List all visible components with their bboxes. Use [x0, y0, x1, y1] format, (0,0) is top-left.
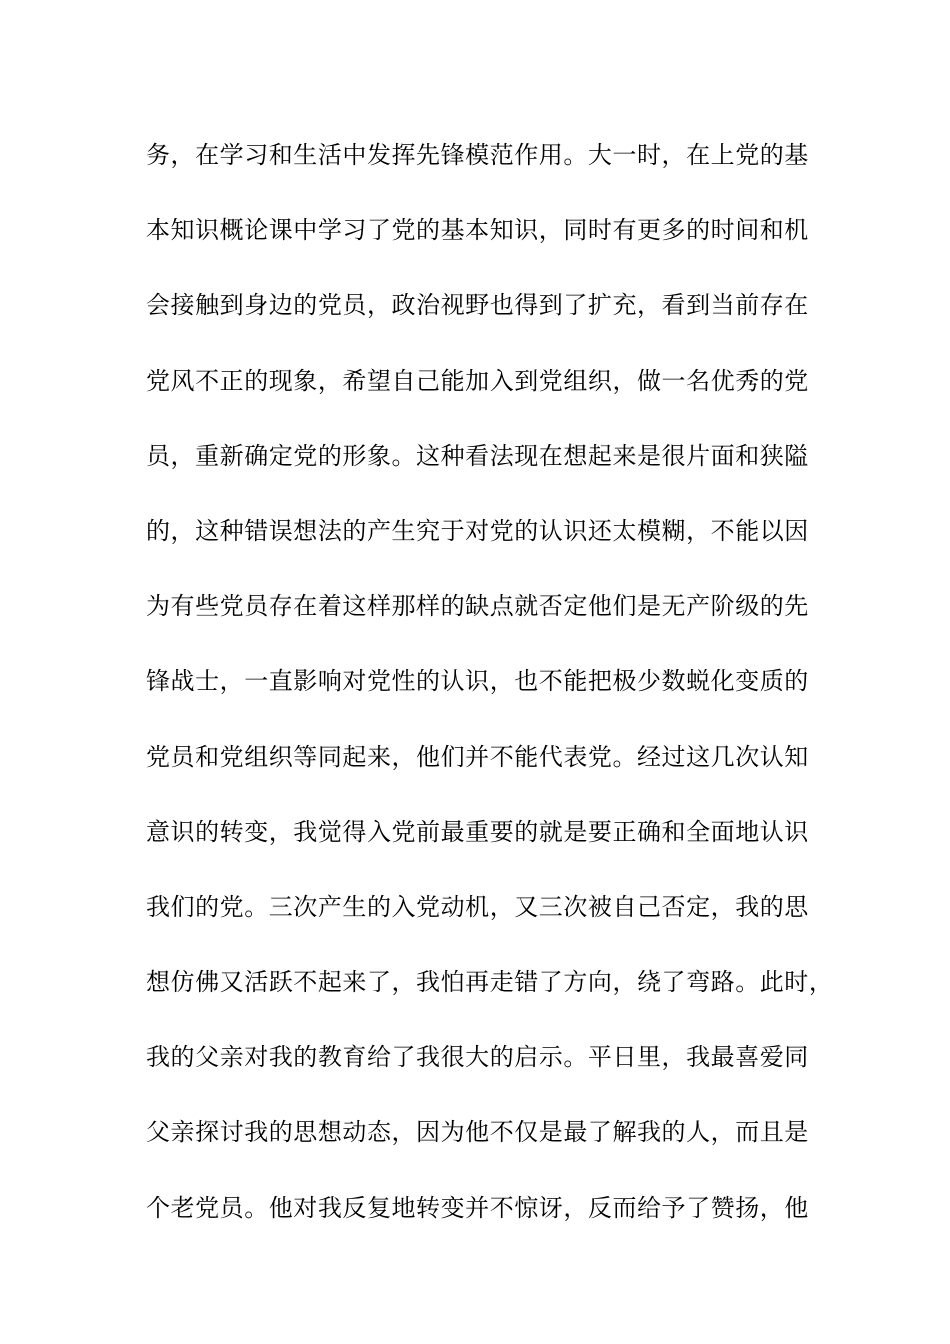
text-line: 个老党员。他对我反复地转变并不惊讶，反而给予了赞扬，他 [146, 1193, 809, 1222]
text-line: 务，在学习和生活中发挥先锋模范作用。大一时，在上党的基 [146, 141, 809, 169]
text-line: 我的父亲对我的教育给了我很大的启示。平日里，我最喜爱同 [146, 1043, 809, 1072]
text-line: 党员和党组织等同起来，他们并不能代表党。经过这几次认知 [146, 742, 809, 771]
text-line: 我们的党。三次产生的入党动机，又三次被自己否定，我的思 [146, 892, 809, 921]
text-line: 党风不正的现象，希望自己能加入到党组织，做一名优秀的党 [146, 366, 809, 395]
text-line: 会接触到身边的党员，政治视野也得到了扩充，看到当前存在 [146, 291, 809, 320]
text-line: 的，这种错误想法的产生究于对党的认识还太模糊，不能以因 [146, 516, 809, 545]
text-line: 意识的转变，我觉得入党前最重要的就是要正确和全面地认识 [146, 817, 809, 846]
text-line: 为有些党员存在着这样那样的缺点就否定他们是无产阶级的先 [146, 592, 809, 621]
text-line: 想仿佛又活跃不起来了，我怕再走错了方向，绕了弯路。此时， [146, 968, 834, 997]
body-text [146, 134, 834, 1262]
text-line: 员，重新确定党的形象。这种看法现在想起来是很片面和狭隘 [146, 441, 809, 470]
text-line: 父亲探讨我的思想动态，因为他不仅是最了解我的人，而且是 [146, 1118, 809, 1147]
text-line: 本知识概论课中学习了党的基本知识，同时有更多的时间和机 [146, 216, 809, 245]
text-line: 锋战士，一直影响对党性的认识，也不能把极少数蜕化变质的 [146, 667, 809, 696]
